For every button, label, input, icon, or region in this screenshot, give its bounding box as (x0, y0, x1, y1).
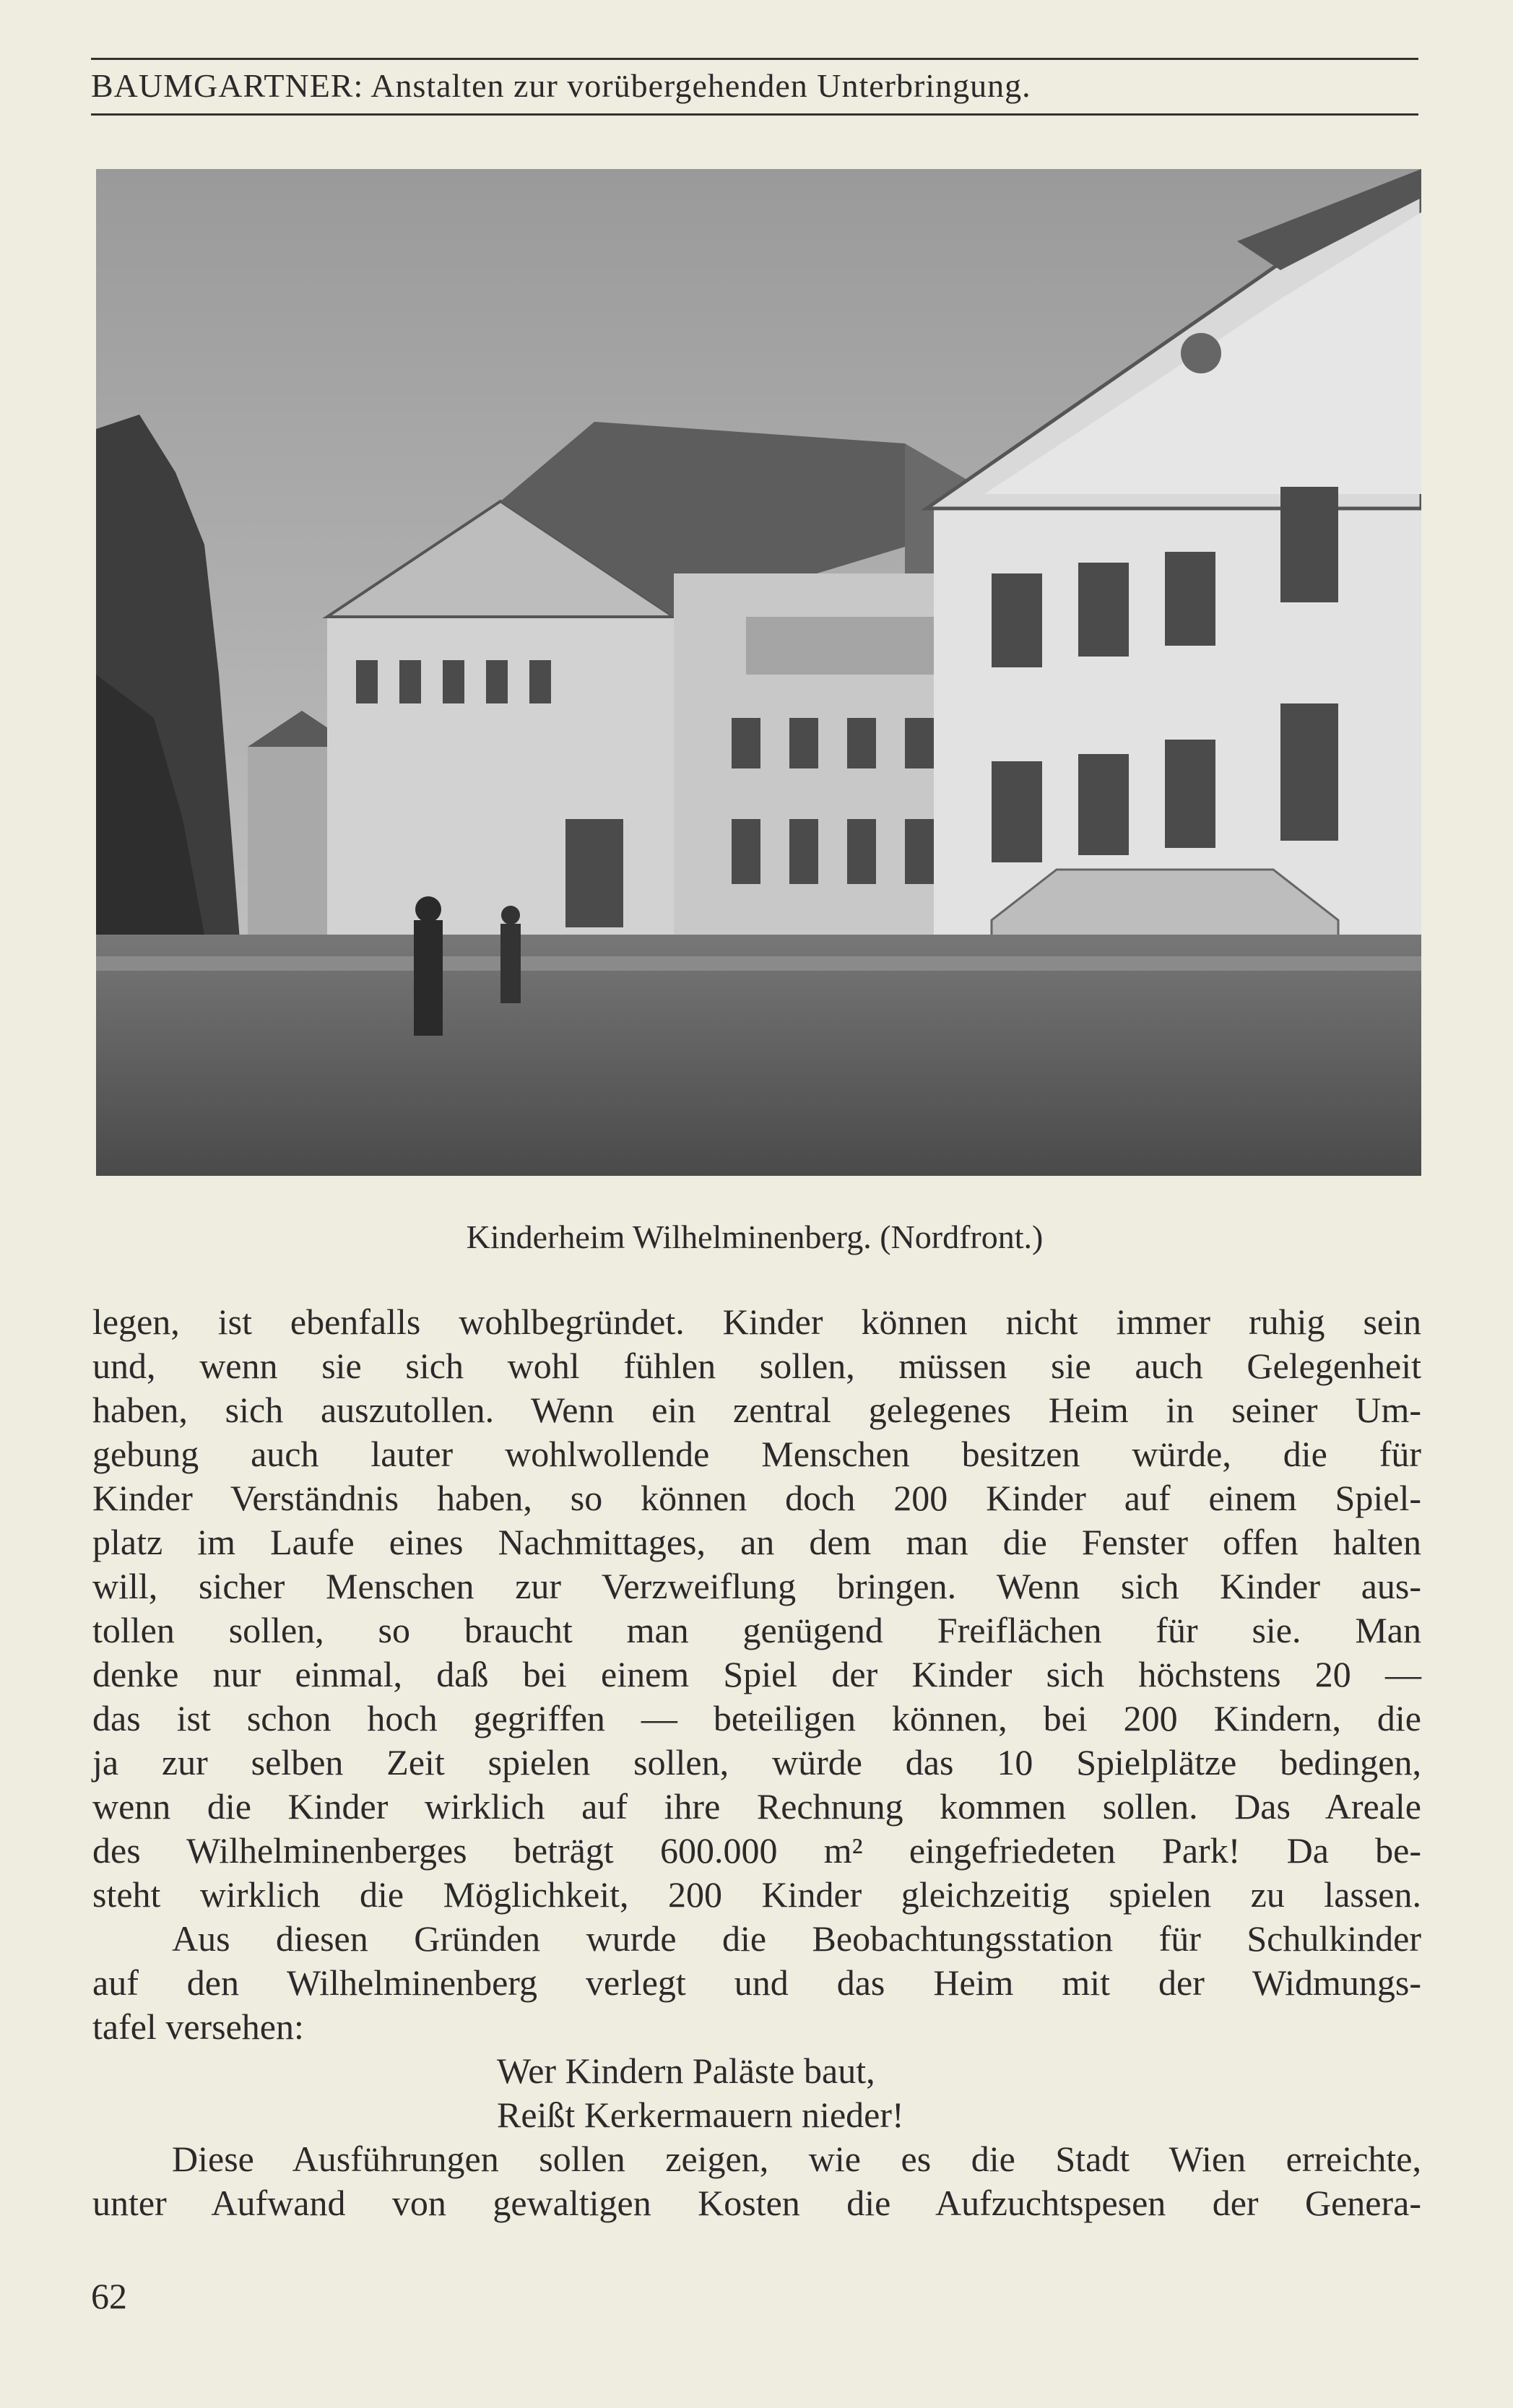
figure-caption: Kinderheim Wilhelminenberg. (Nordfront.) (466, 1218, 1044, 1255)
header-rule-bottom (91, 113, 1418, 116)
text-line: will, sicher Menschen zur Verzweiflung bringen. Wenn sich Kinder aus- (92, 1566, 1421, 1606)
text-line: ja zur selben Zeit spielen sollen, würde das 10 Spielplätze bedingen, (92, 1742, 1421, 1783)
text-line: wenn die Kinder wirklich auf ihre Rechnung kommen sollen. Das Areale (92, 1786, 1421, 1827)
text-line: tollen sollen, so braucht man genügend Freiflächen für sie. Man (92, 1610, 1421, 1650)
header-rule-top (91, 58, 1418, 60)
text-line: haben, sich auszutollen. Wenn ein zentral gelegenes Heim in seiner Um- (92, 1390, 1421, 1430)
building-photo-illustration (96, 169, 1421, 1176)
text-line: steht wirklich die Möglichkeit, 200 Kinder gleichzeitig spielen zu lassen. (92, 1874, 1421, 1915)
running-header: BAUMGARTNER: Anstalten zur vorübergehenden Unterbringung. (91, 67, 1031, 104)
text-line: tafel versehen: (92, 2006, 304, 2047)
dedication-line: Reißt Kerkermauern nieder! (497, 2095, 904, 2135)
header-title: Anstalten zur vorübergehenden Unterbringung. (370, 67, 1031, 104)
text-line: gebung auch lauter wohlwollende Menschen besitzen würde, die für (92, 1434, 1421, 1474)
text-line: Kinder Verständnis haben, so können doch 200 Kinder auf einem Spiel- (92, 1478, 1421, 1518)
text-line: Diese Ausführungen sollen zeigen, wie es die Stadt Wien erreichte, (172, 2139, 1421, 2179)
body-text (92, 1300, 1421, 2225)
page-number: 62 (91, 2276, 127, 2316)
header-author: BAUMGARTNER (91, 67, 354, 104)
text-line: des Wilhelminenberges beträgt 600.000 m² eingefriedeten Park! Da be- (92, 1830, 1421, 1871)
text-line: das ist schon hoch gegriffen — beteiligen können, bei 200 Kindern, die (92, 1698, 1421, 1738)
text-line: auf den Wilhelminenberg verlegt und das Heim mit der Widmungs- (92, 1962, 1421, 2003)
dedication-line: Wer Kindern Paläste baut, (497, 2050, 875, 2091)
text-line: unter Aufwand von gewaltigen Kosten die Aufzuchtspesen der Genera- (92, 2183, 1421, 2223)
text-line: Aus diesen Gründen wurde die Beobachtungsstation für Schulkinder (172, 1918, 1421, 1959)
text-line: legen, ist ebenfalls wohlbegründet. Kinder können nicht immer ruhig sein (92, 1302, 1421, 1342)
text-line: platz im Laufe eines Nachmittages, an dem man die Fenster offen halten (92, 1522, 1421, 1562)
building-photo (96, 169, 1421, 1176)
text-line: denke nur einmal, daß bei einem Spiel der Kinder sich höchstens 20 — (92, 1654, 1421, 1694)
text-line: und, wenn sie sich wohl fühlen sollen, müssen sie auch Gelegenheit (92, 1346, 1421, 1386)
